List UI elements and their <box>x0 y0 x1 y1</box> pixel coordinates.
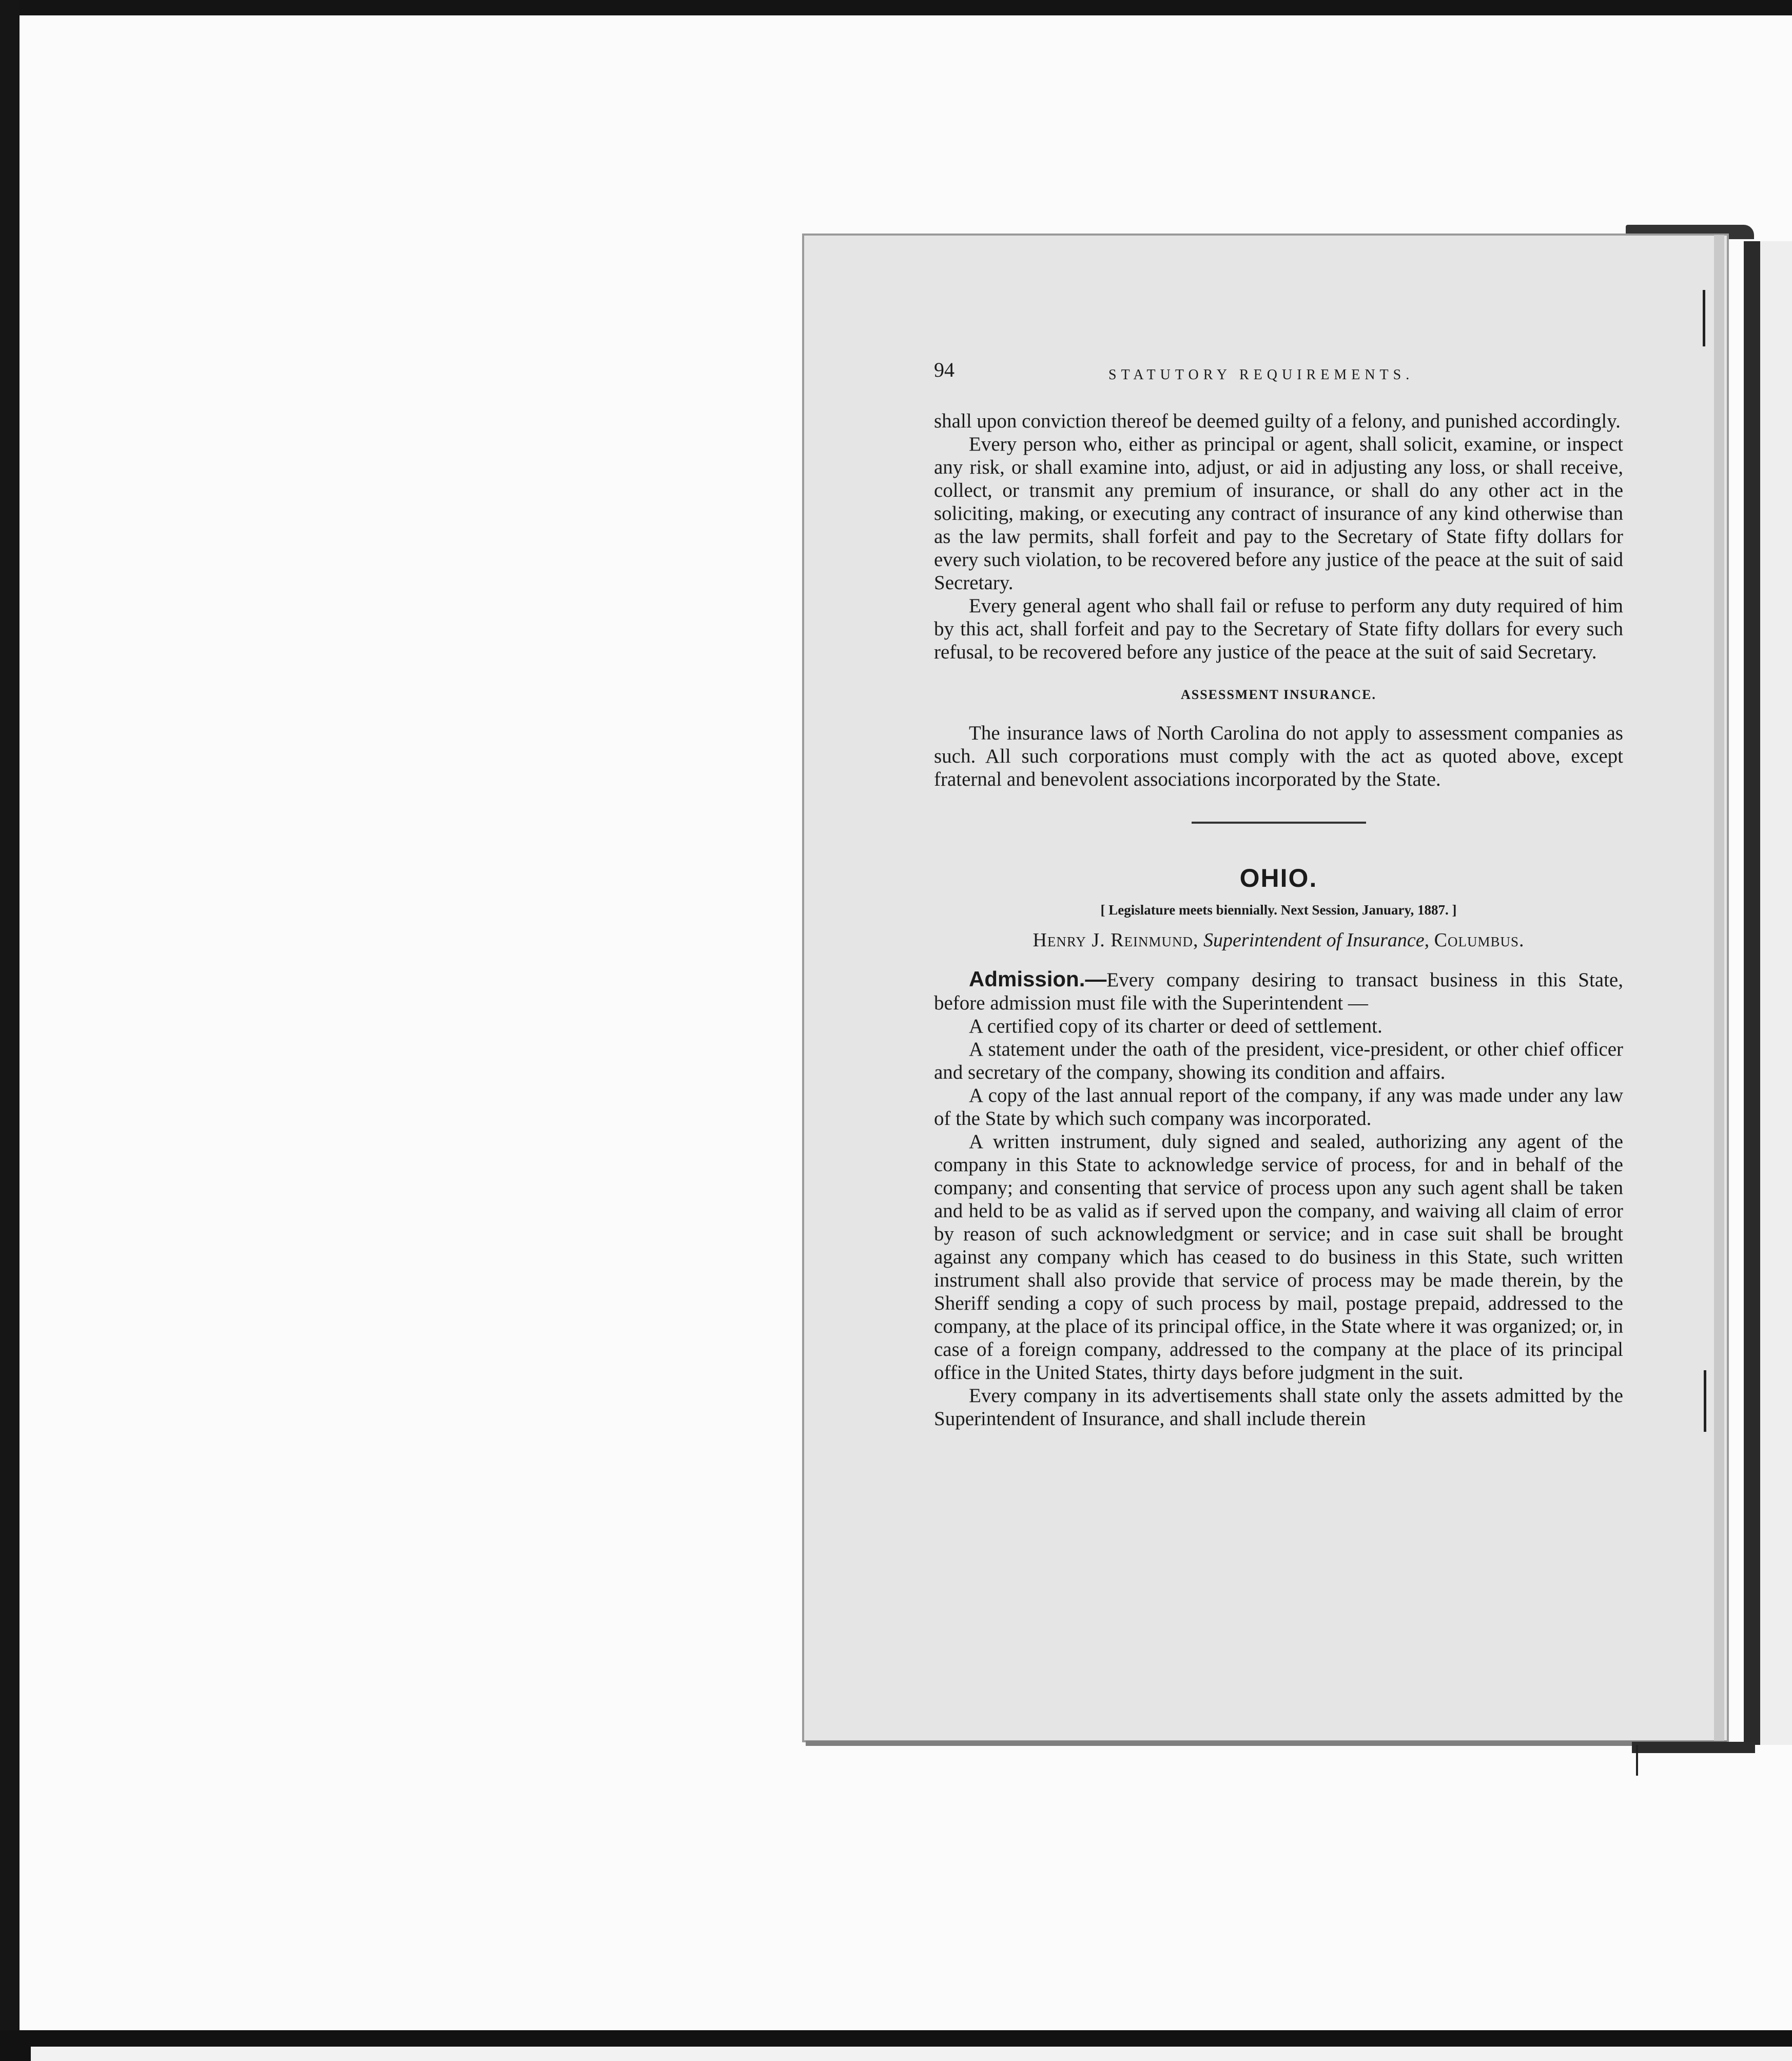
officer-title: Superintendent of Insurance, <box>1203 929 1430 951</box>
ohio-paragraph-5: Every company in its advertisements shall state only the assets admitted by the Superintendent of Insurance, and shall include therein <box>934 1385 1623 1430</box>
ohio-title: OHIO. <box>1239 864 1318 892</box>
superintendent-line <box>934 929 1623 952</box>
ohio-paragraph-2: A statement under the oath of the president, vice-president, or other chief officer and secretary of the company, showing its condition and affairs. <box>934 1038 1623 1083</box>
officer-city: Columbus. <box>1434 929 1525 951</box>
page-text-block <box>934 354 1623 1430</box>
scan-mark <box>1636 1745 1638 1776</box>
admission-lead: Admission.— <box>969 967 1107 991</box>
ohio-paragraph-4: A written instrument, duly signed and sealed, authorizing any agent of the company in this State to acknowledge service of process, for and in behalf of the company; and consenting that service of process upon any such agent shall be taken and held to be as valid as if served upon the company, and waiving all claim of error by reason of such acknowledgment or service; and in case suit shall be brought against any company which has ceased to do business in this State, such written instrument shall also provide that service of process may be made therein, by the Sheriff sending a copy of such process by mail, postage prepaid, addressed to the company, at the place of its principal office, in the State where it was organized; or, in case of a foreign company, addressed to the company at the place of its principal office in the United States, thirty days before judgment in the suit. <box>934 1131 1623 1384</box>
page-fore-edge <box>1714 235 1724 1741</box>
book-spine <box>1744 241 1760 1745</box>
facing-page-strip <box>1760 241 1792 1745</box>
officer-name: Henry J. Reinmund, <box>1033 929 1199 951</box>
admission-paragraph <box>934 967 1623 1015</box>
admission-text: Every company desiring to transact business in this State, before admission must file with the Superintendent — <box>934 969 1623 1014</box>
scan-mark <box>1703 290 1705 346</box>
nc-paragraph-3: Every general agent who shall fail or refuse to perform any duty required of him by this act, shall forfeit and pay to the Secretary of State fifty dollars for every such refusal, to be recovered before any justice of the peace at the suit of said Secretary. <box>934 595 1623 663</box>
ohio-paragraph-1: A certified copy of its charter or deed of settlement. <box>969 1015 1382 1037</box>
running-title: STATUTORY REQUIREMENTS. <box>1108 367 1414 383</box>
scan-frame-bottom-margin <box>31 2047 1792 2061</box>
ohio-paragraph-3: A copy of the last annual report of the company, if any was made under any law of the State by which such company was incorporated. <box>934 1084 1623 1130</box>
nc-paragraph-1: shall upon conviction thereof be deemed guilty of a felony, and punished accordingly. <box>934 410 1621 432</box>
section-divider <box>1192 822 1366 824</box>
scan-frame-left <box>0 0 20 2061</box>
assessment-paragraph: The insurance laws of North Carolina do not apply to assessment companies as such. All such corporations must comply with the act as quoted above, except fraternal and benevolent associations incorporated by the State. <box>934 722 1623 790</box>
assessment-insurance-heading: ASSESSMENT INSURANCE. <box>1180 687 1377 702</box>
scan-mark <box>1704 1370 1706 1432</box>
book-binding-bottom <box>1632 1742 1755 1753</box>
nc-paragraph-2: Every person who, either as principal or agent, shall solicit, examine, or inspect any risk, or shall examine into, adjust, or aid in adjusting any loss, or shall receive, collect, or transmit any premium of insurance, or shall do any other act in the soliciting, making, or executing any contract of insurance of any kind otherwise than as the law permits, shall forfeit and pay to the Secretary of State fifty dollars for every such violation, to be recovered before any justice of the peace at the suit of said Secretary. <box>934 433 1623 594</box>
page-bottom-shadow <box>806 1741 1727 1746</box>
page-number: 94 <box>934 358 955 381</box>
page-header <box>934 354 1623 384</box>
scan-frame-top <box>0 0 1792 15</box>
legislature-session-note: [ Legislature meets biennially. Next Session, January, 1887. ] <box>1100 902 1457 918</box>
